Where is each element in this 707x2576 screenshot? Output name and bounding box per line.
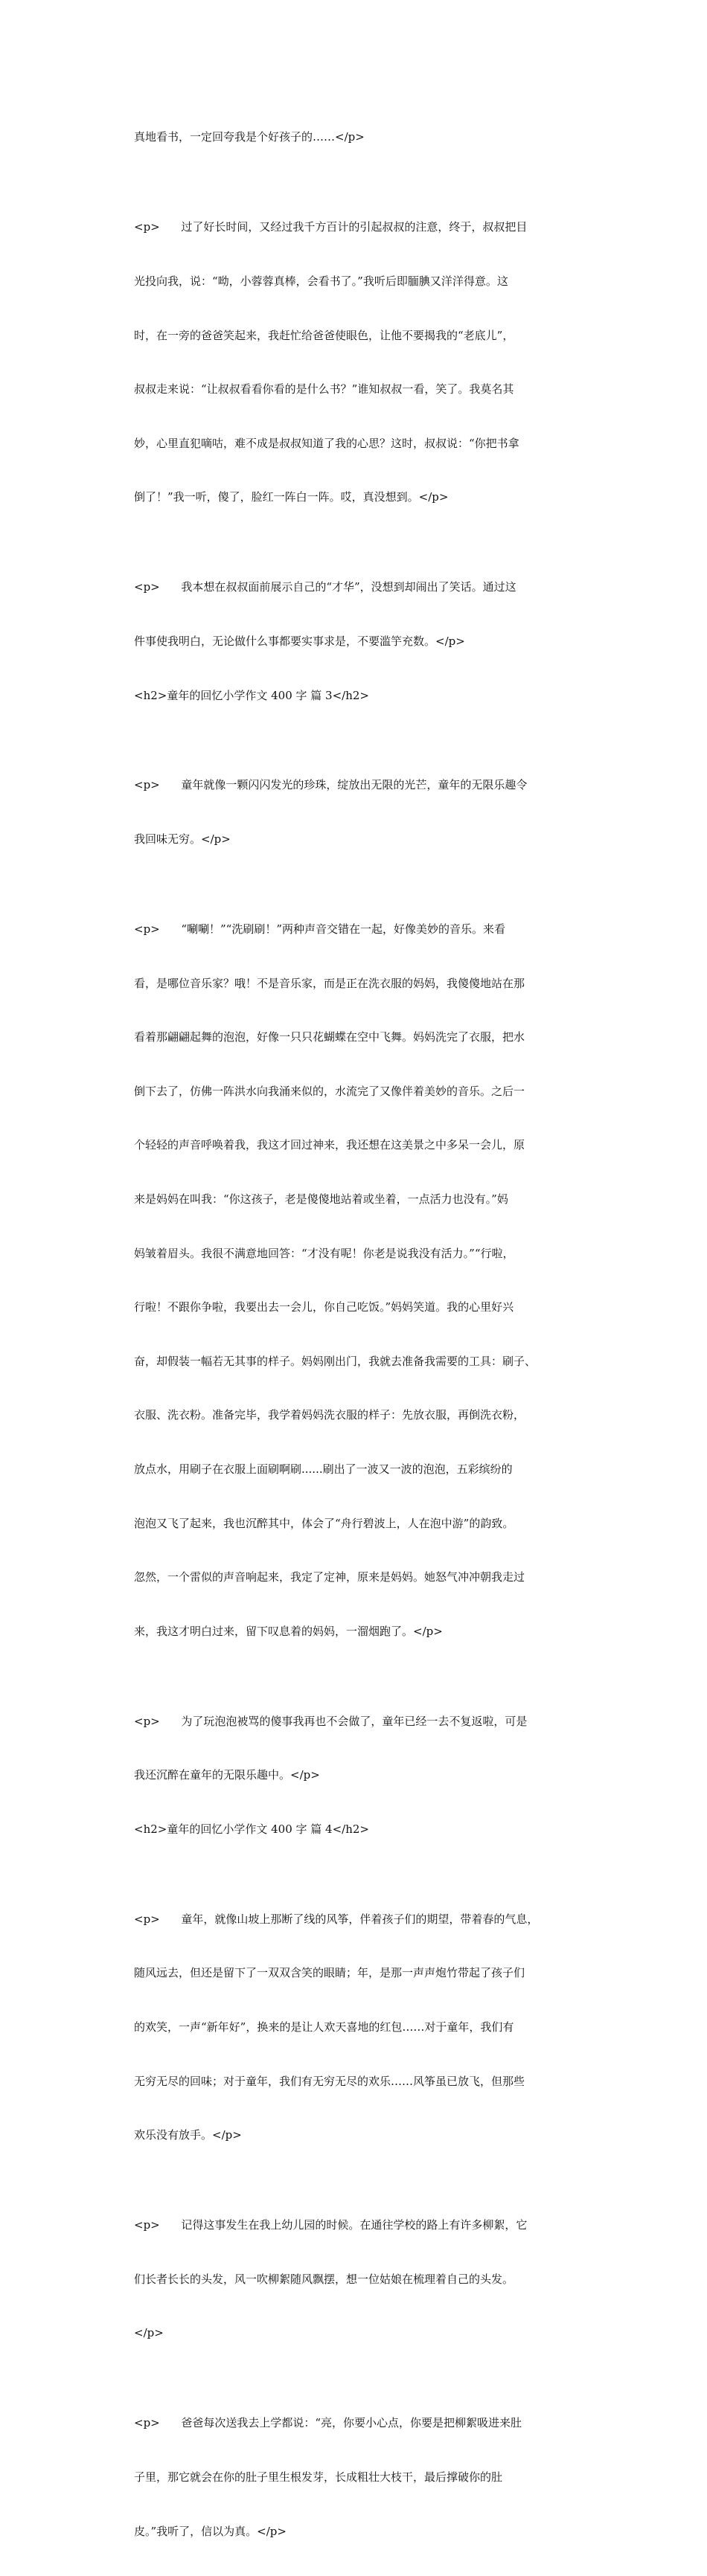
paragraph-continuation [134, 92, 580, 182]
text-line: <p> “唰唰！”“洗刷刷！”两种声音交错在一起，好像美妙的音乐。来看 [134, 922, 506, 936]
text-line: 欢乐没有放手。</p> [134, 2128, 242, 2142]
paragraph [134, 2180, 580, 2378]
text-line: 随风远去，但还是留下了一双双含笑的眼睛；年，是那一声声炮竹带起了孩子们 [134, 1966, 525, 1980]
text-line: 看，是哪位音乐家？哦！不是音乐家，而是正在洗衣服的妈妈，我傻傻地站在那 [134, 976, 525, 990]
heading-line: <h2>童年的回忆小学作文 400 字 篇 4</h2> [134, 1822, 369, 1837]
text-line: <p> 童年就像一颗闪闪发光的珍珠，绽放出无限的光芒，童年的无限乐趣令 [134, 778, 528, 792]
text-line: 个轻轻的声音呼唤着我，我这才回过神来，我还想在这美景之中多呆一会儿，原 [134, 1138, 525, 1152]
paragraph [134, 884, 580, 1677]
text-line: <p> 童年，就像山坡上那断了线的风筝，伴着孩子们的期望，带着春的气息， [134, 1912, 539, 1926]
section-heading-3 [134, 687, 580, 704]
paragraph [134, 1676, 580, 1820]
text-line: 倒了！”我一听，傻了，脸红一阵白一阵。哎，真没想到。</p> [134, 490, 449, 504]
text-line: 倒下去了，仿佛一阵洪水向我涌来似的，水流完了又像伴着美妙的音乐。之后一 [134, 1084, 525, 1098]
text-line: 来，我这才明白过来，留下叹息着的妈妈，一溜烟跑了。</p> [134, 1624, 443, 1638]
text-line: 来是妈妈在叫我：“你这孩子，老是傻傻地站着或坐着，一点活力也没有。”妈 [134, 1192, 508, 1206]
section-heading-4 [134, 1820, 580, 1838]
text-line: 泡泡又飞了起来，我也沉醉其中，体会了“舟行碧波上，人在泡中游”的韵致。 [134, 1516, 514, 1530]
blank-space [134, 1838, 580, 1874]
text-line: 件事使我明白，无论做什么事都要实事求是，不要滥竽充数。</p> [134, 635, 465, 649]
document-page [134, 92, 580, 2576]
blank-space [134, 704, 580, 740]
text-line: 的欢笑，一声“新年好”，换来的是让人欢天喜地的红包……对于童年，我们有 [134, 2020, 514, 2034]
text-line: 叔叔走来说：“让叔叔看看你看的是什么书？”谁知叔叔一看，笑了。我莫名其 [134, 382, 514, 396]
text-line: </p> [134, 2326, 164, 2340]
text-line: <p> 过了好长时间，又经过我千方百计的引起叔叔的注意，终于，叔叔把目 [134, 220, 528, 234]
text-line: 奋，却假装一幅若无其事的样子。妈妈刚出门，我就去准备我需要的工具：刷子、 [134, 1354, 537, 1368]
text-line: 妈皱着眉头。我很不满意地回答：“才没有呢！你老是说我没有活力。”“行啦， [134, 1246, 514, 1260]
paragraph [134, 542, 580, 687]
text-line: 行啦！不跟你争啦，我要出去一会儿，你自己吃饭。”妈妈笑道。我的心里好兴 [134, 1300, 514, 1314]
text-line: 我回味无穷。</p> [134, 832, 231, 846]
text-line: 看着那翩翩起舞的泡泡，好像一只只花蝴蝶在空中飞舞。妈妈洗完了衣服，把水 [134, 1030, 525, 1044]
text-line: 妙，心里直犯嘀咕，难不成是叔叔知道了我的心思？这时，叔叔说：“你把书拿 [134, 436, 519, 450]
paragraph [134, 2378, 580, 2576]
paragraph [134, 182, 580, 542]
paragraph [134, 1874, 580, 2180]
text-line: 子里，那它就会在你的肚子里生根发芽，长成粗壮大枝干，最后撑破你的肚 [134, 2470, 503, 2484]
text-line: 光投向我，说：“呦，小蓉蓉真棒，会看书了。”我听后即腼腆又洋洋得意。这 [134, 274, 508, 289]
text-line: 衣服、洗衣粉。准备完毕，我学着妈妈洗衣服的样子：先放衣服，再倒洗衣粉， [134, 1408, 525, 1422]
text-line: 无穷无尽的回味；对于童年，我们有无穷无尽的欢乐……风筝虽已放飞，但那些 [134, 2074, 525, 2088]
text-line: <p> 我本想在叔叔面前展示自己的“才华”，没想到却闹出了笑话。通过这 [134, 580, 516, 594]
text-line: 时，在一旁的爸爸笑起来，我赶忙给爸爸使眼色，让他不要揭我的“老底儿”， [134, 328, 514, 342]
text-line: 放点水，用刷子在衣服上面刷啊刷......刷出了一波又一波的泡泡，五彩缤纷的 [134, 1462, 513, 1477]
text-line: <p> 记得这事发生在我上幼儿园的时候。在通往学校的路上有许多柳絮，它 [134, 2218, 528, 2232]
text-line: <p> 为了玩泡泡被骂的傻事我再也不会做了，童年已经一去不复返啦，可是 [134, 1714, 528, 1728]
paragraph [134, 740, 580, 884]
text-line: 忽然，一个雷似的声音响起来，我定了定神，原来是妈妈。她怒气冲冲朝我走过 [134, 1570, 525, 1584]
text-line: 真地看书，一定回夸我是个好孩子的……</p> [134, 130, 365, 144]
text-line: 我还沉醉在童年的无限乐趣中。</p> [134, 1768, 320, 1782]
text-line: <p> 爸爸每次送我去上学都说：“亮，你要小心点，你要是把柳絮吸进来肚 [134, 2416, 522, 2430]
heading-line: <h2>童年的回忆小学作文 400 字 篇 3</h2> [134, 688, 369, 702]
text-line: 们长者长长的头发，风一吹柳絮随风飘摆，想一位姑娘在梳理着自己的头发。 [134, 2272, 514, 2286]
text-line: 皮。”我听了，信以为真。</p> [134, 2524, 287, 2538]
